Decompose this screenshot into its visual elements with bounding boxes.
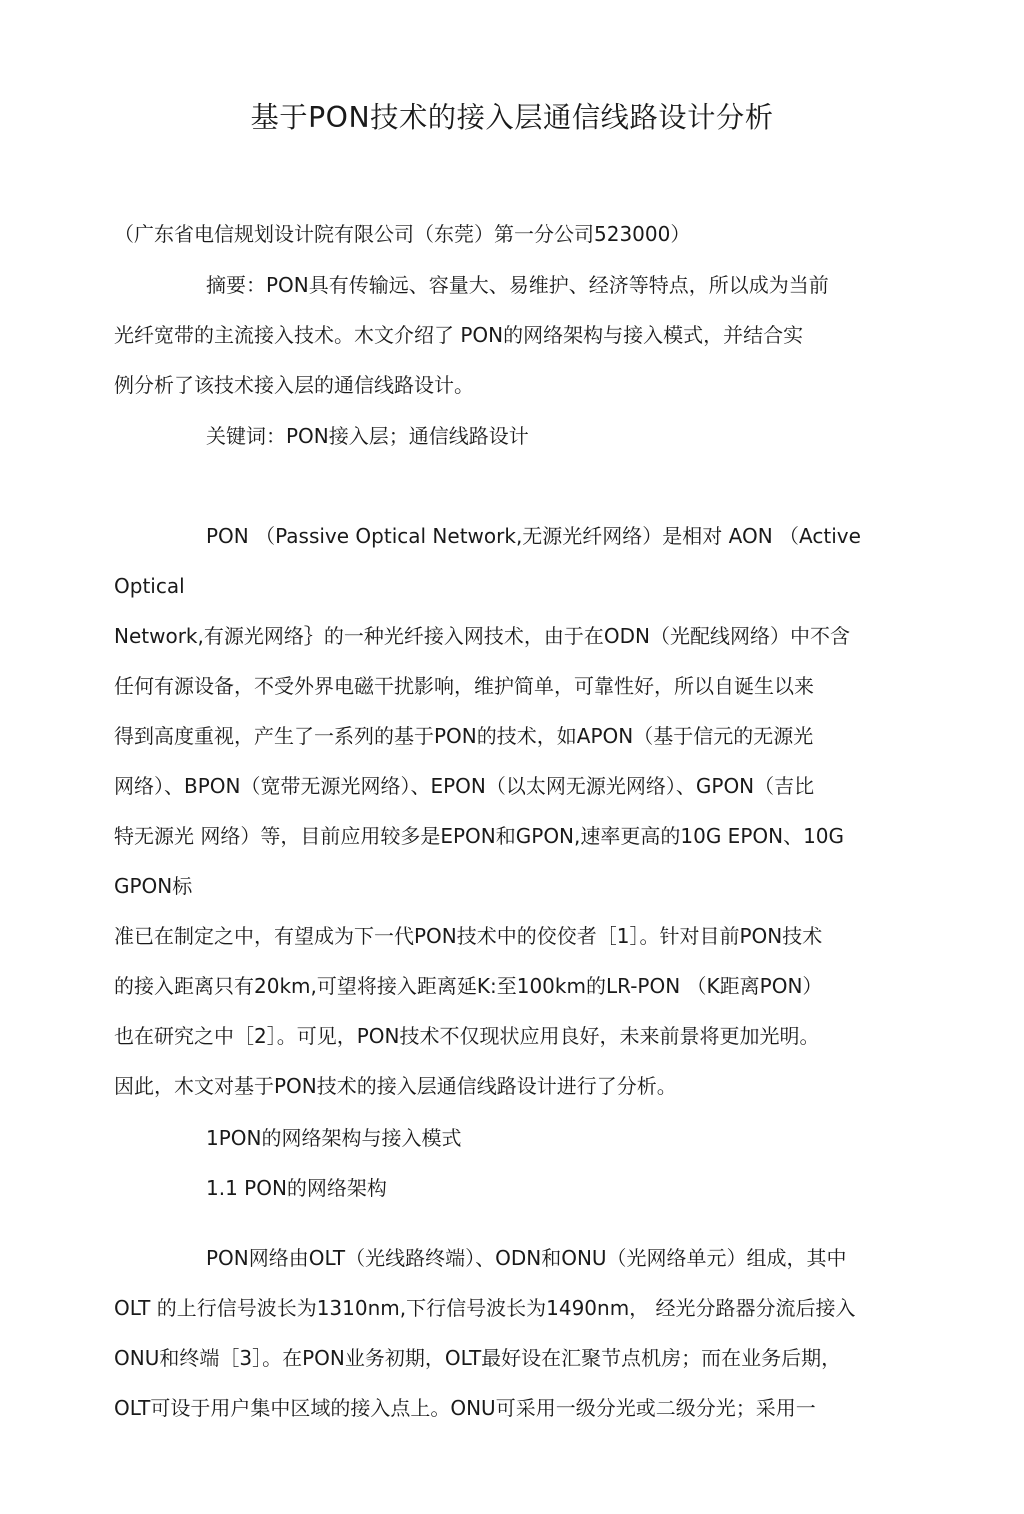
paragraph-text: ONU和终端［3］。在PON业务初期，OLT最好设在汇聚节点机房；而在业务后期， [114, 1346, 842, 1370]
paragraph-text: 得到高度重视，产生了一系列的基于PON的技术，如APON（基于信元的无源光 [114, 724, 814, 748]
abstract-text: 例分析了该技术接入层的通信线路设计。 [114, 373, 474, 397]
paragraph-text: OLT 的上行信号波长为1310nm,下行信号波长为1490nm， 经光分路器分流后接入 [114, 1296, 856, 1320]
paragraph-text: Optical [114, 574, 185, 598]
section-heading-text: 1PON的网络架构与接入模式 [206, 1126, 462, 1150]
affiliation: （广东省电信规划设计院有限公司（东莞）第一分公司523000） [114, 222, 691, 246]
keywords: 关键词：PON接入层；通信线路设计 [206, 424, 529, 448]
paragraph-text: OLT可设于用户集中区域的接入点上。ONU可采用一级分光或二级分光；采用一 [114, 1396, 816, 1420]
abstract-text: 光纤宽带的主流接入技术。木文介绍了 PON的网络架构与接入模式，并结合实 [114, 323, 804, 347]
subsection-heading-text: 1.1 PON的网络架构 [206, 1176, 387, 1200]
paragraph-text: 准已在制定之中，有望成为下一代PON技术中的佼佼者［1］。针对目前PON技术 [114, 924, 823, 948]
abstract-text: 摘要：PON具有传输远、容量大、易维护、经济等特点，所以成为当前 [206, 273, 829, 297]
paragraph-text: GPON标 [114, 874, 193, 898]
paragraph-text: 的接入距离只有20km,可望将接入距离延K:至100km的LR-PON （K距离PON） [114, 974, 823, 998]
document-title: 基于PON技术的接入层通信线路设计分析 [250, 101, 774, 134]
paragraph-text: 也在研究之中［2］。可见，PON技术不仅现状应用良好，未来前景将更加光明。 [114, 1024, 820, 1048]
paragraph-text: 网络）、BPON（宽带无源光网络）、EPON（以太网无源光网络）、GPON（吉比 [114, 774, 815, 798]
paragraph-text: 任何有源设备，不受外界电磁干扰影响，维护简单，可靠性好，所以自诞生以来 [114, 674, 814, 698]
paragraph-text: PON （Passive Optical Network,无源光纤网络）是相对 AON （Active [206, 524, 861, 548]
paragraph-text: PON网络由OLT（光线路终端）、ODN和ONU（光网络单元）组成，其中 [206, 1246, 847, 1270]
paragraph-text: 因此，木文对基于PON技术的接入层通信线路设计进行了分析。 [114, 1074, 677, 1098]
paragraph-text: Network,有源光网络｝的一种光纤接入网技术，由于在ODN（光配线网络）中不含 [114, 624, 850, 648]
paragraph-text: 特无源光 网络）等，目前应用较多是EPON和GPON,速率更高的10G EPON、10G [114, 824, 845, 848]
